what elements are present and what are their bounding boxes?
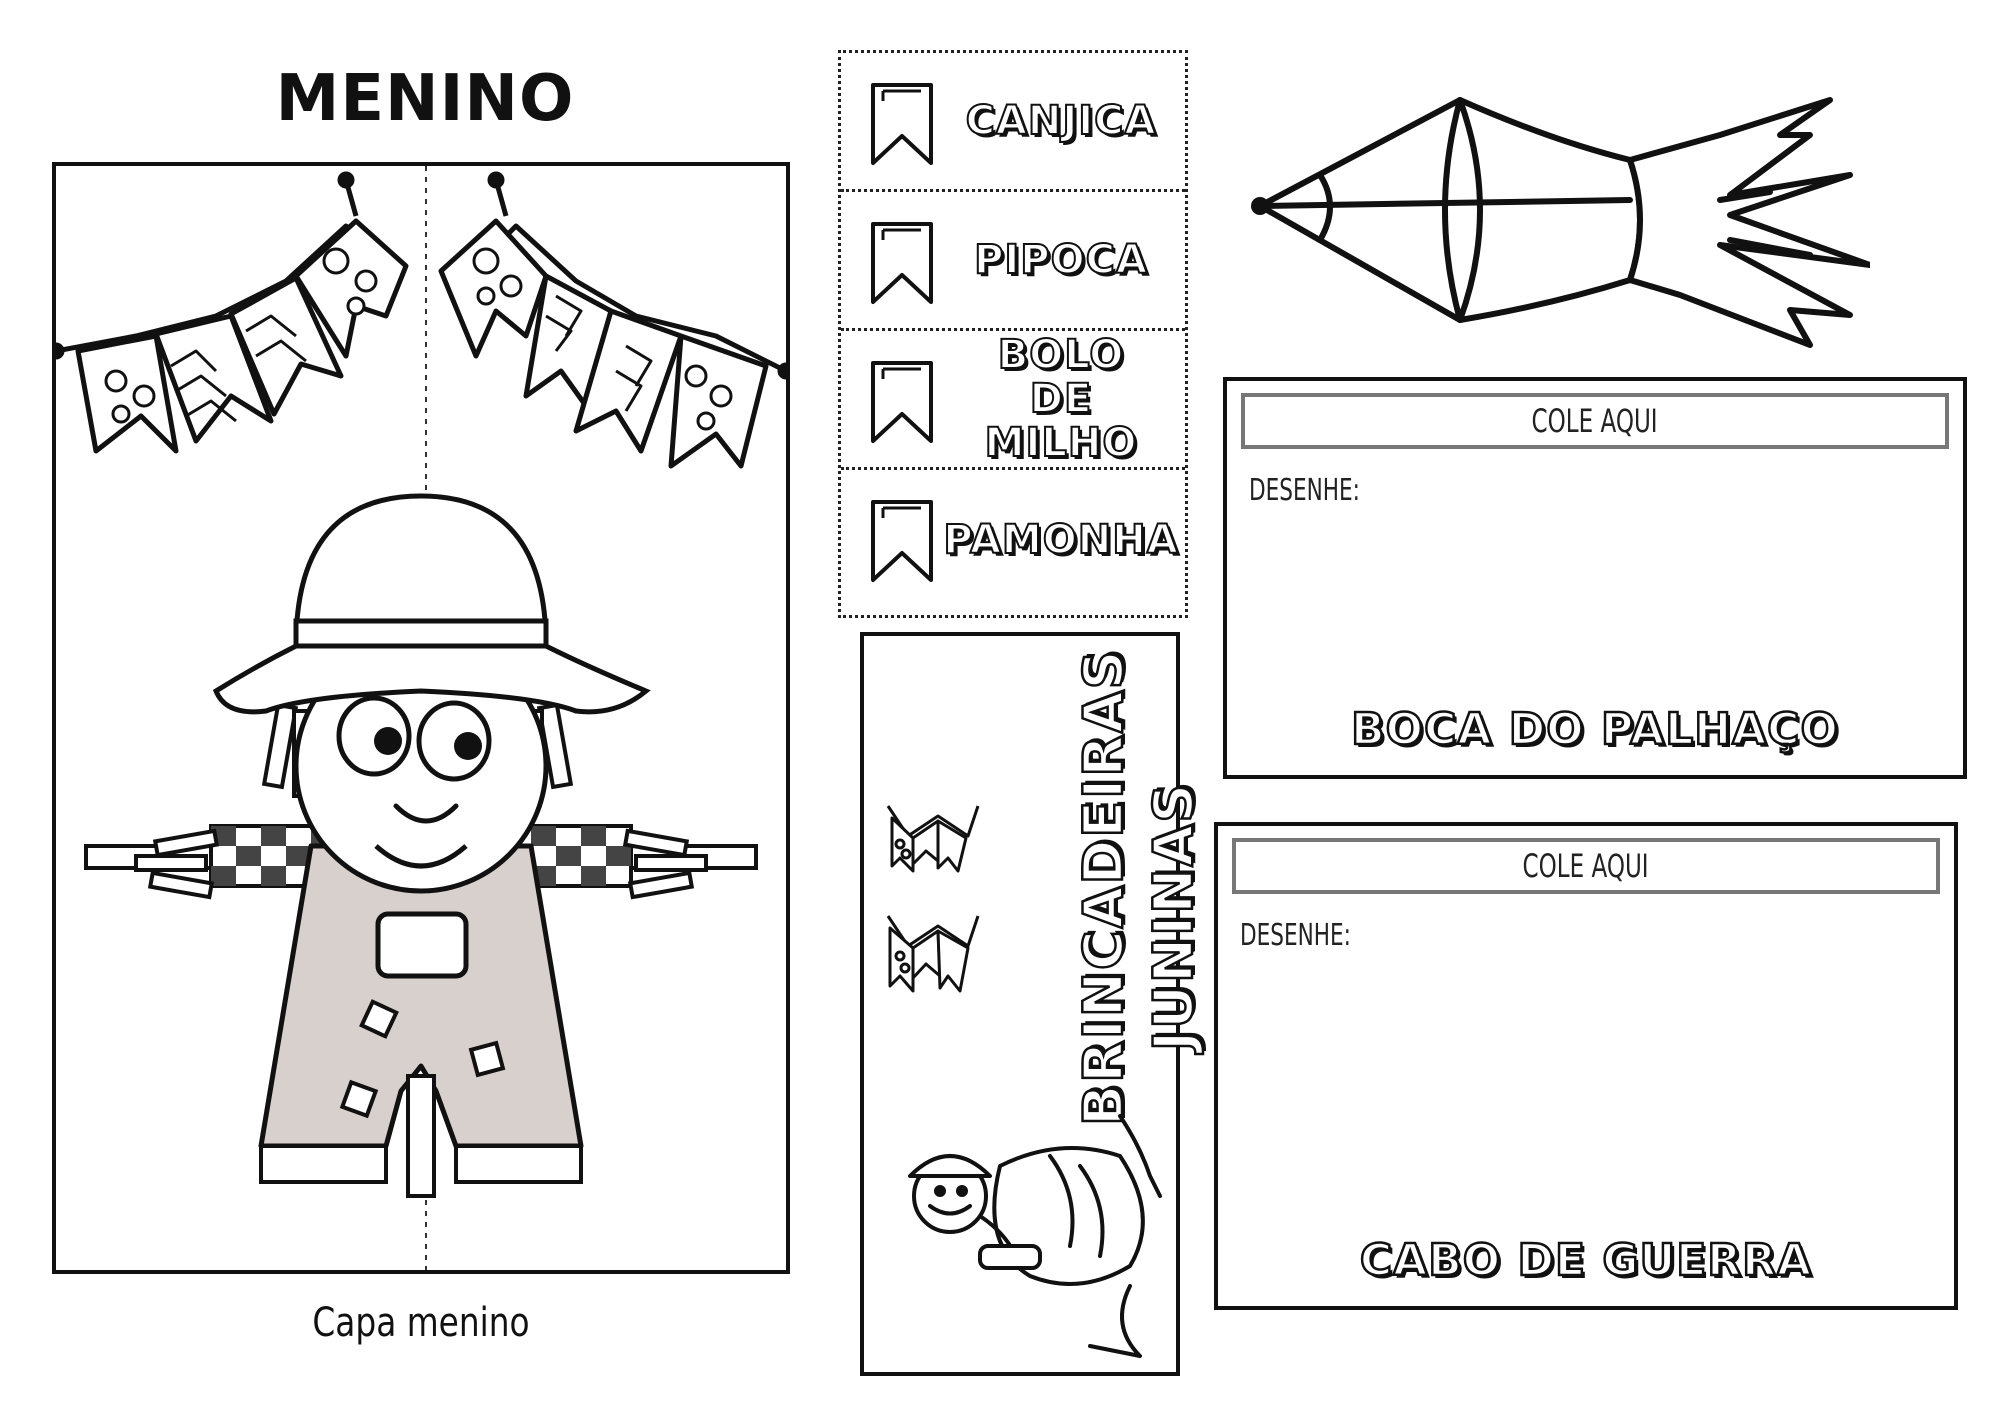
booklet-title-line1: BRINCADEIRAS xyxy=(1072,648,1135,1126)
bookmark-flag-icon xyxy=(869,220,935,306)
strip-item-label: CANJICA xyxy=(965,98,1157,144)
cover-panel xyxy=(52,162,790,1274)
game-name: CABO DE GUERRA xyxy=(1359,1235,1813,1286)
scarecrow-illustration xyxy=(56,166,786,1270)
booklet-title-line2: JUNINAS xyxy=(1142,781,1205,1051)
strip-item-pipoca xyxy=(841,192,1185,331)
activity-card-cabo-de-guerra xyxy=(1214,822,1958,1310)
draw-label-text: DESENHE: xyxy=(1249,473,1360,508)
draw-label xyxy=(1240,918,1394,953)
paste-here-label: COLE AQUI xyxy=(1531,402,1659,440)
strip-item-label: PAMONHA xyxy=(943,516,1179,563)
draw-label-text: DESENHE: xyxy=(1240,918,1351,953)
activity-card-boca-do-palhaco xyxy=(1223,377,1967,779)
paper-lantern-icon xyxy=(1250,80,1870,360)
page-title: MENINO xyxy=(275,62,575,136)
game-name: BOCA DO PALHAÇO xyxy=(1351,704,1839,755)
brincadeiras-booklet xyxy=(860,632,1205,1376)
paste-here-label: COLE AQUI xyxy=(1522,847,1650,885)
bookmark-flag-icon xyxy=(869,498,935,584)
strip-item-canjica xyxy=(841,53,1185,192)
tug-of-war-illustration xyxy=(880,1096,1170,1366)
draw-label xyxy=(1249,473,1403,508)
bookmark-flag-icon xyxy=(869,81,935,167)
festa-junina-bunting-icon xyxy=(56,174,786,466)
festa-junina-bunting-icon xyxy=(878,796,988,1026)
paste-here-box xyxy=(1232,838,1940,894)
bookmark-flag-icon xyxy=(869,359,935,445)
food-word-strip xyxy=(838,50,1188,618)
strip-item-label: PIPOCA xyxy=(974,237,1148,283)
cover-caption: Capa menino xyxy=(312,1300,530,1346)
strip-item-bolo-de-milho xyxy=(841,331,1185,470)
strip-item-pamonha xyxy=(841,470,1185,609)
strip-item-label: BOLO DE MILHO xyxy=(984,332,1138,466)
paste-here-box xyxy=(1241,393,1949,449)
